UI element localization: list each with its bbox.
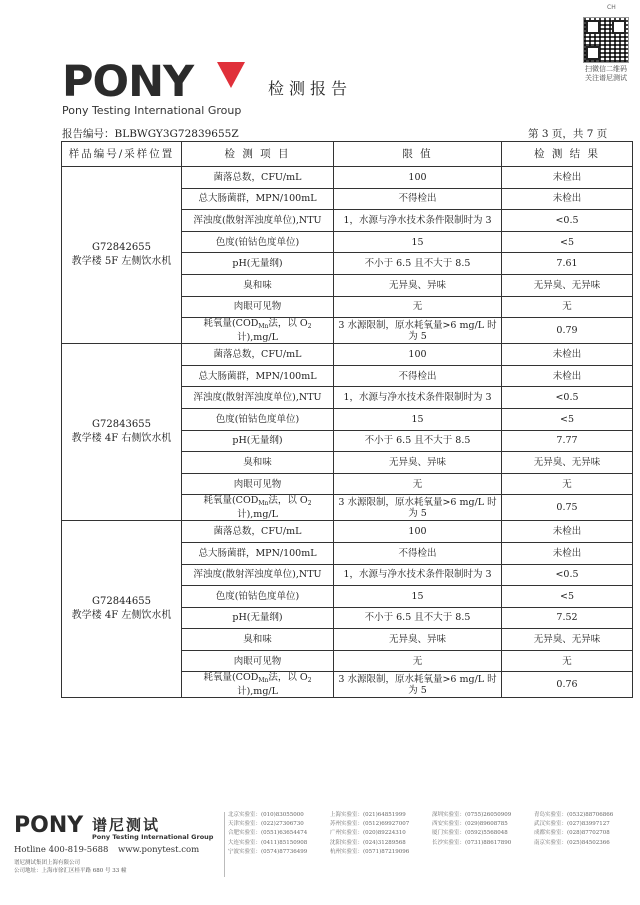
qr-caption-line1: 扫微信二维码 (585, 65, 627, 73)
item-text-part: 计),mg/L (237, 332, 278, 344)
lab-contact: 南京实验室：(025)84502366 (534, 839, 610, 846)
result-cell: 7.52 (502, 607, 633, 629)
limit-cell: 1，水源与净水技术条件限制时为 3 (334, 564, 502, 586)
sample-cell (62, 521, 182, 698)
limit-cell: 3 水源限制，原水耗氧量>6 mg/L 时为 5 (334, 318, 502, 344)
qr-caption (574, 65, 638, 83)
footer-brand-en: Pony Testing International Group (92, 833, 214, 841)
sample-id: G72843655 (92, 419, 151, 431)
lab-contact: 武汉实验室：(027)83997127 (534, 821, 610, 828)
lab-contact: 杭州实验室：(0571)87219096 (330, 848, 410, 855)
result-cell: 无 (502, 650, 633, 672)
corner-mark: CH (607, 4, 616, 11)
item-cell: pH(无量纲) (182, 607, 334, 629)
item-cell: 肉眼可见物 (182, 473, 334, 495)
item-text-part: 耗氧量(COD (203, 672, 259, 684)
sample-location: 教学楼 4F 右侧饮水机 (71, 433, 172, 445)
pony-logo (62, 57, 240, 107)
limit-cell: 1，水源与净水技术条件限制时为 3 (334, 387, 502, 409)
report-number: 报告编号：BLBWGY3G72839655Z (62, 128, 239, 140)
lab-contact: 厦门实验室：(0592)5568048 (432, 830, 508, 837)
result-cell: 7.77 (502, 430, 633, 452)
item-cell: 色度(铂钴色度单位) (182, 231, 334, 253)
limit-cell: 100 (334, 344, 502, 366)
limit-cell: 无 (334, 296, 502, 318)
limit-cell: 不得检出 (334, 542, 502, 564)
item-text-part: 2 (307, 500, 312, 508)
result-cell: 未检出 (502, 167, 633, 189)
sample-cell (62, 167, 182, 344)
result-cell: 无 (502, 296, 633, 318)
lab-contact: 大连实验室：(0411)85150908 (228, 839, 308, 846)
result-cell: 0.79 (502, 318, 633, 344)
limit-cell: 100 (334, 167, 502, 189)
item-cell: 臭和味 (182, 452, 334, 474)
lab-contact: 合肥实验室：(0551)63654474 (228, 830, 308, 837)
item-cell: 菌落总数，CFU/mL (182, 344, 334, 366)
sample-location: 教学楼 5F 左侧饮水机 (71, 256, 172, 268)
lab-contact: 广州实验室：(020)89224310 (330, 830, 406, 837)
item-cell: 浑浊度(散射浑浊度单位),NTU (182, 564, 334, 586)
limit-cell: 100 (334, 521, 502, 543)
result-cell: 无异臭、无异味 (502, 274, 633, 296)
lab-contact: 深圳实验室：(0755)26050909 (432, 812, 512, 818)
result-cell: 未检出 (502, 521, 633, 543)
logo-red-triangle-icon (217, 62, 245, 88)
lab-contact: 北京实验室：(010)83055000 (228, 812, 304, 818)
limit-cell: 不小于 6.5 且不大于 8.5 (334, 430, 502, 452)
lab-contact: 长沙实验室：(0731)88617890 (432, 839, 512, 846)
table-row (62, 521, 633, 543)
item-text-part: 耗氧量(COD (203, 495, 259, 507)
item-cell: pH(无量纲) (182, 253, 334, 275)
result-cell: 未检出 (502, 188, 633, 210)
item-cell: 总大肠菌群，MPN/100mL (182, 542, 334, 564)
item-text-part: 耗氧量(COD (203, 318, 259, 330)
result-cell: <0.5 (502, 387, 633, 409)
lab-contact: 上海实验室：(021)64851999 (330, 812, 406, 818)
logo-wordmark: PONY (62, 57, 194, 107)
results-table (61, 141, 633, 698)
item-cell: 臭和味 (182, 274, 334, 296)
item-cell: 色度(铂钴色度单位) (182, 408, 334, 430)
item-cell: 菌落总数，CFU/mL (182, 167, 334, 189)
qr-caption-line2: 关注谱尼测试 (585, 74, 627, 82)
footer-divider (224, 812, 225, 877)
footer-company: 谱尼测试集团上海有限公司 (14, 860, 81, 866)
footer-hotline: Hotline 400-819-5688 (14, 845, 109, 855)
result-cell: 0.75 (502, 495, 633, 521)
footer-lab-list (228, 811, 638, 857)
footer-logo: PONY (14, 813, 84, 838)
table-row (62, 167, 633, 189)
item-cell: 肉眼可见物 (182, 650, 334, 672)
sample-location: 教学楼 4F 左侧饮水机 (71, 610, 172, 622)
limit-cell: 不小于 6.5 且不大于 8.5 (334, 253, 502, 275)
logo-tagline: Pony Testing International Group (62, 104, 242, 117)
item-cell: 臭和味 (182, 629, 334, 651)
item-cell: 菌落总数，CFU/mL (182, 521, 334, 543)
result-cell: 未检出 (502, 542, 633, 564)
lab-contact: 成都实验室：(028)87702708 (534, 830, 610, 837)
lab-contact: 宁波实验室：(0574)87736499 (228, 848, 308, 855)
item-text-part: 法，以 O (268, 318, 308, 330)
sample-id: G72842655 (92, 242, 151, 254)
limit-cell: 无异臭、异味 (334, 629, 502, 651)
header-limit: 限 值 (334, 142, 502, 167)
item-cell: 总大肠菌群，MPN/100mL (182, 365, 334, 387)
limit-cell: 不得检出 (334, 188, 502, 210)
document-title: 检测报告 (268, 79, 353, 98)
item-cell: 浑浊度(散射浑浊度单位),NTU (182, 387, 334, 409)
item-text-part: 2 (307, 323, 312, 331)
table-row (62, 344, 633, 366)
result-cell: 未检出 (502, 365, 633, 387)
limit-cell: 15 (334, 231, 502, 253)
item-text-part: 计),mg/L (237, 686, 278, 698)
item-text-part: 法，以 O (268, 672, 308, 684)
footer-address: 公司地址：上海市徐汇区桂平路 680 号 33 幢 (14, 868, 127, 874)
result-cell: <5 (502, 408, 633, 430)
item-text-part: Mn (258, 323, 269, 331)
limit-cell: 不得检出 (334, 365, 502, 387)
qr-code-icon (583, 17, 629, 63)
result-cell: 无异臭、无异味 (502, 629, 633, 651)
lab-contact: 青岛实验室：(0532)88706866 (534, 812, 614, 818)
result-cell: <5 (502, 231, 633, 253)
item-text-part: Mn (258, 677, 269, 685)
result-cell: <0.5 (502, 564, 633, 586)
limit-cell: 无异臭、异味 (334, 452, 502, 474)
result-cell: <0.5 (502, 210, 633, 232)
item-cell: pH(无量纲) (182, 430, 334, 452)
item-cell (182, 318, 334, 344)
footer-brand-cn: 谱尼测试 (92, 816, 161, 834)
lab-contact: 苏州实验室：(0512)69927007 (330, 821, 410, 828)
header-item: 检 测 项 目 (182, 142, 334, 167)
sample-id: G72844655 (92, 596, 151, 608)
item-cell: 肉眼可见物 (182, 296, 334, 318)
lab-contact: 天津实验室：(022)27306730 (228, 821, 304, 828)
sample-cell (62, 344, 182, 521)
header-sample: 样品编号/采样位置 (62, 142, 182, 167)
limit-cell: 不小于 6.5 且不大于 8.5 (334, 607, 502, 629)
item-cell (182, 495, 334, 521)
limit-cell: 3 水源限制，原水耗氧量>6 mg/L 时为 5 (334, 672, 502, 698)
item-cell: 浑浊度(散射浑浊度单位),NTU (182, 210, 334, 232)
qr-eye-icon (586, 46, 600, 60)
result-cell: 无异臭、无异味 (502, 452, 633, 474)
limit-cell: 无 (334, 473, 502, 495)
result-cell: 7.61 (502, 253, 633, 275)
limit-cell: 3 水源限制，原水耗氧量>6 mg/L 时为 5 (334, 495, 502, 521)
item-cell: 总大肠菌群，MPN/100mL (182, 188, 334, 210)
footer-website: www.ponytest.com (118, 845, 200, 855)
limit-cell: 1，水源与净水技术条件限制时为 3 (334, 210, 502, 232)
item-text-part: 法，以 O (268, 495, 308, 507)
item-text-part: 计),mg/L (237, 509, 278, 521)
item-text-part: Mn (258, 500, 269, 508)
item-text-part: 2 (307, 677, 312, 685)
result-cell: 未检出 (502, 344, 633, 366)
limit-cell: 15 (334, 586, 502, 608)
item-cell (182, 672, 334, 698)
result-cell: 0.76 (502, 672, 633, 698)
item-cell: 色度(铂钴色度单位) (182, 586, 334, 608)
limit-cell: 无 (334, 650, 502, 672)
qr-eye-icon (586, 20, 600, 34)
lab-contact: 沈阳实验室：(024)31289568 (330, 839, 406, 846)
lab-contact: 西安实验室：(029)89608785 (432, 821, 508, 828)
result-cell: <5 (502, 586, 633, 608)
page-info: 第 3 页，共 7 页 (528, 128, 608, 140)
limit-cell: 无异臭、异味 (334, 274, 502, 296)
header-result: 检 测 结 果 (502, 142, 633, 167)
table-header-row (62, 142, 633, 167)
limit-cell: 15 (334, 408, 502, 430)
qr-eye-icon (612, 20, 626, 34)
result-cell: 无 (502, 473, 633, 495)
